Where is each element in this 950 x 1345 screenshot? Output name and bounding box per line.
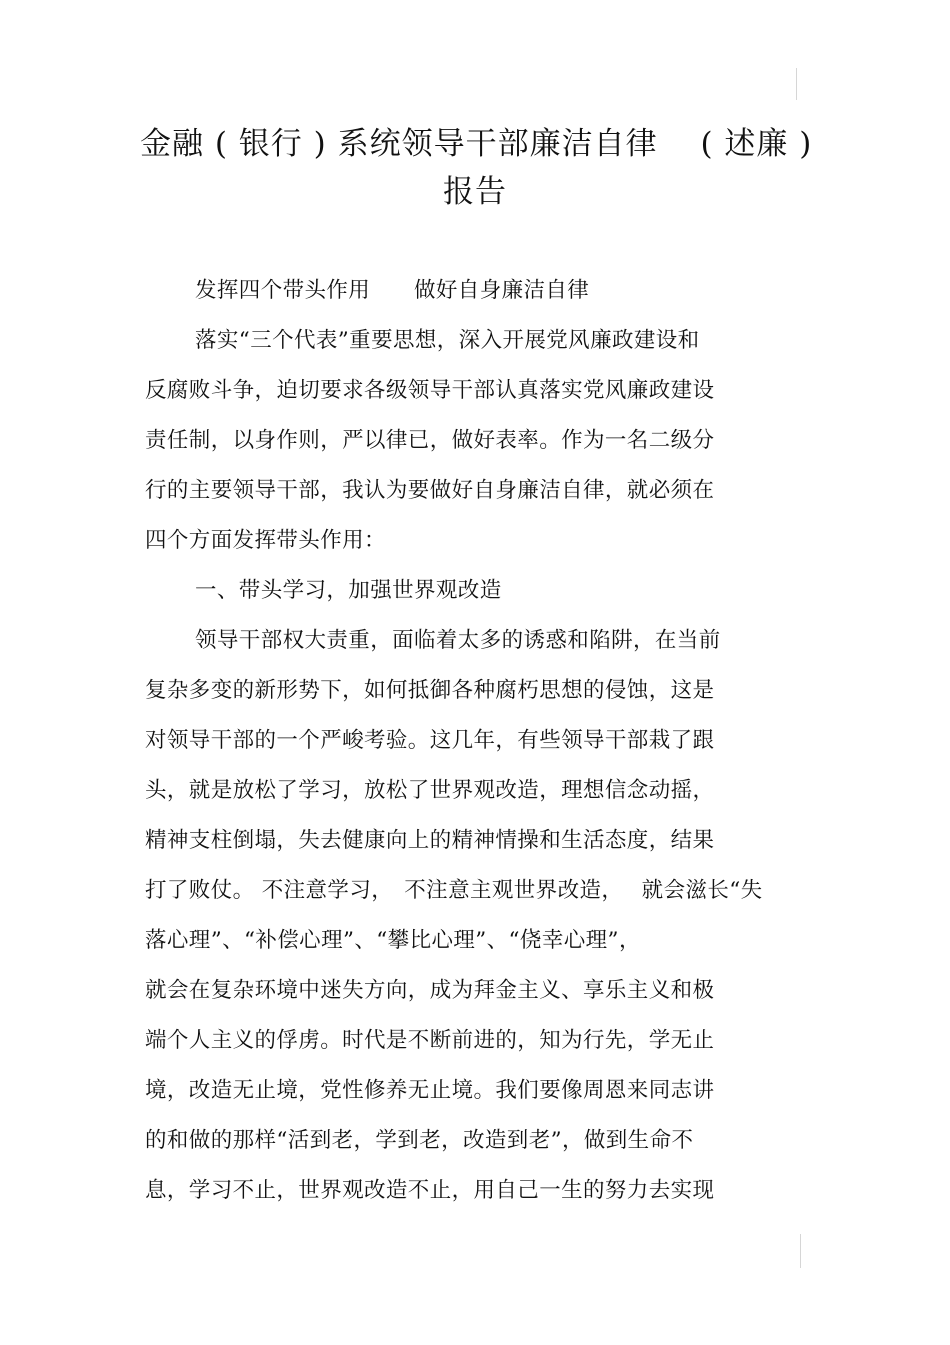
- paragraph-line: 息，学习不止，世界观改造不止，用自己一生的努力去实现: [145, 1178, 715, 1203]
- paragraph-line: 落实“三个代表”重要思想，深入开展党风廉政建设和: [195, 328, 700, 353]
- paragraph-line: 四个方面发挥带头作用：: [145, 528, 386, 553]
- section-heading: 发挥四个带头作用 做好自身廉洁自律: [195, 278, 590, 303]
- paragraph-line: 复杂多变的新形势下，如何抵御各种腐朽思想的侵蚀，这是: [145, 678, 715, 703]
- page-edge-mark-bottom: [800, 1234, 801, 1268]
- paragraph-line: 反腐败斗争，迫切要求各级领导干部认真落实党风廉政建设: [145, 378, 715, 403]
- subsection-heading: 一、带头学习，加强世界观改造: [195, 578, 502, 603]
- page-edge-mark-top: [796, 68, 797, 100]
- paragraph-line: 精神支柱倒塌，失去健康向上的精神情操和生活态度，结果: [145, 828, 715, 853]
- paragraph-line: 头，就是放松了学习，放松了世界观改造，理想信念动摇，: [145, 778, 715, 803]
- paragraph-line: 境，改造无止境，党性修养无止境。我们要像周恩来同志讲: [145, 1078, 715, 1103]
- document-title-line-1: 金融 ( 银行 ) 系统领导干部廉洁自律 ( 述廉 ): [140, 126, 813, 162]
- paragraph-line: 行的主要领导干部，我认为要做好自身廉洁自律，就必须在: [145, 478, 715, 503]
- paragraph-line: 的和做的那样“活到老，学到老，改造到老”，做到生命不: [145, 1128, 694, 1153]
- document-title-line-2: 报告: [443, 174, 507, 210]
- paragraph-line: 领导干部权大责重，面临着太多的诱惑和陷阱，在当前: [195, 628, 721, 653]
- paragraph-line: 就会在复杂环境中迷失方向，成为拜金主义、享乐主义和极: [145, 978, 715, 1003]
- paragraph-line: 端个人主义的俘虏。时代是不断前进的，知为行先，学无止: [145, 1028, 715, 1053]
- paragraph-line: 责任制，以身作则，严以律已，做好表率。作为一名二级分: [145, 428, 715, 453]
- paragraph-line: 打了败仗。 不注意学习， 不注意主观世界改造， 就会滋长“失: [145, 878, 763, 903]
- paragraph-line: 对领导干部的一个严峻考验。这几年，有些领导干部栽了跟: [145, 728, 715, 753]
- paragraph-line: 落心理”、“补偿心理”、“攀比心理”、“侥幸心理”，: [145, 928, 641, 953]
